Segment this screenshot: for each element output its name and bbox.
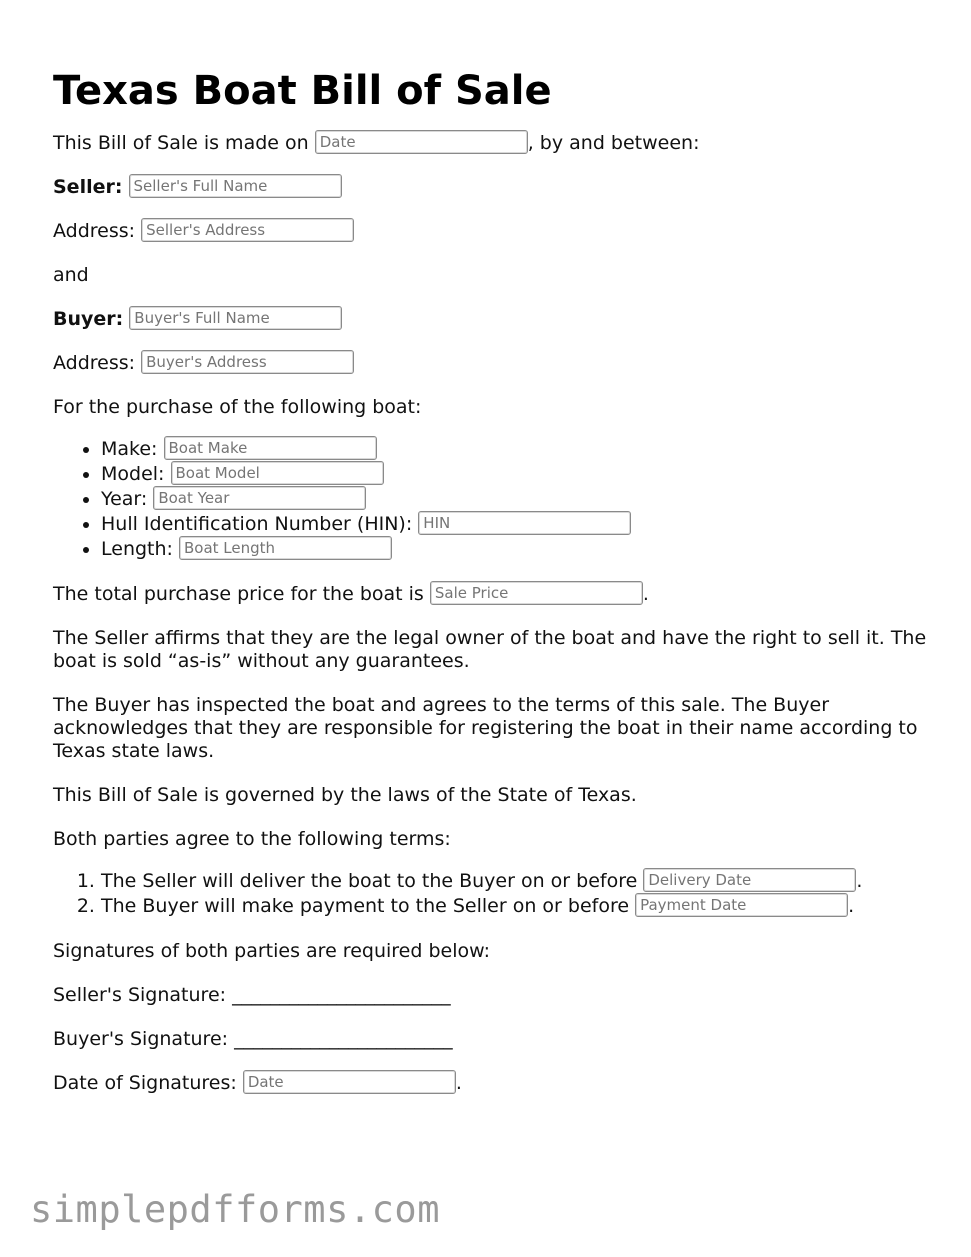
- page-title: Texas Boat Bill of Sale: [53, 68, 552, 114]
- list-item-year: [101, 487, 933, 512]
- term-payment-text: The Buyer will make payment to the Seller on or before: [101, 895, 636, 917]
- terms-intro: Both parties agree to the following terms:: [53, 828, 451, 850]
- seller-name-field[interactable]: [129, 174, 342, 198]
- purchase-intro: For the purchase of the following boat:: [53, 396, 422, 418]
- boat-length-field[interactable]: [179, 536, 392, 560]
- signature-date-field[interactable]: [243, 1070, 456, 1094]
- term-delivery: [101, 869, 933, 894]
- buyer-name-field[interactable]: [129, 306, 342, 330]
- buyer-signature-line: Buyer's Signature: _______________________: [53, 1028, 453, 1050]
- list-item-hin: [101, 512, 933, 537]
- seller-address-field[interactable]: [141, 218, 354, 242]
- price-text: The total purchase price for the boat is: [53, 583, 430, 605]
- seller-address-label: Address:: [53, 220, 136, 242]
- signature-date-label: Date of Signatures:: [53, 1072, 243, 1094]
- price-text-after: .: [642, 583, 649, 605]
- list-item-length: [101, 537, 933, 562]
- terms-list: [53, 869, 933, 919]
- signatures-intro: Signatures of both parties are required below:: [53, 940, 491, 962]
- hin-label: Hull Identification Number (HIN):: [101, 513, 413, 535]
- year-label: Year:: [101, 488, 148, 510]
- buyer-label: Buyer:: [53, 308, 124, 330]
- intro-text-after: , by and between:: [527, 132, 700, 154]
- term-delivery-after: .: [856, 870, 863, 892]
- signature-date-after: .: [455, 1072, 462, 1094]
- governed-paragraph: This Bill of Sale is governed by the laws of the State of Texas.: [53, 784, 637, 806]
- buyer-address-field[interactable]: [141, 350, 354, 374]
- seller-affirms-paragraph: The Seller affirms that they are the legal owner of the boat and have the right to sell it. The boat is sold “as-is” without any guarantees.: [53, 627, 927, 672]
- term-payment: [101, 894, 933, 919]
- bill-of-sale-document: [53, 62, 933, 1116]
- buyer-inspected-paragraph: The Buyer has inspected the boat and agrees to the terms of this sale. The Buyer acknowledges that they are responsible for registering the boat in their name according to Texas state laws.: [53, 694, 918, 762]
- boat-model-field[interactable]: [171, 461, 384, 485]
- seller-label: Seller:: [53, 176, 123, 198]
- buyer-address-label: Address:: [53, 352, 136, 374]
- term-payment-after: .: [848, 895, 855, 917]
- list-item-model: [101, 462, 933, 487]
- boat-make-field[interactable]: [164, 436, 377, 460]
- signature-date-line: [53, 1072, 933, 1095]
- sale-date-field[interactable]: [315, 130, 528, 154]
- seller-address-line: [53, 220, 933, 243]
- model-label: Model:: [101, 463, 165, 485]
- boat-details-list: [53, 437, 933, 562]
- seller-signature-line: Seller's Signature: _______________________: [53, 984, 451, 1006]
- watermark: simplepdfforms.com: [30, 1188, 440, 1231]
- price-line: [53, 583, 933, 606]
- buyer-address-line: [53, 352, 933, 375]
- intro-line: [53, 132, 933, 155]
- payment-date-field[interactable]: [635, 893, 848, 917]
- term-delivery-text: The Seller will deliver the boat to the Buyer on or before: [101, 870, 644, 892]
- list-item-make: [101, 437, 933, 462]
- boat-year-field[interactable]: [153, 486, 366, 510]
- length-label: Length:: [101, 538, 173, 560]
- intro-text: This Bill of Sale is made on: [53, 132, 315, 154]
- seller-name-line: [53, 176, 933, 199]
- sale-price-field[interactable]: [430, 581, 643, 605]
- hin-field[interactable]: [418, 511, 631, 535]
- delivery-date-field[interactable]: [643, 868, 856, 892]
- buyer-name-line: [53, 308, 933, 331]
- and-text: and: [53, 264, 89, 286]
- make-label: Make:: [101, 438, 158, 460]
